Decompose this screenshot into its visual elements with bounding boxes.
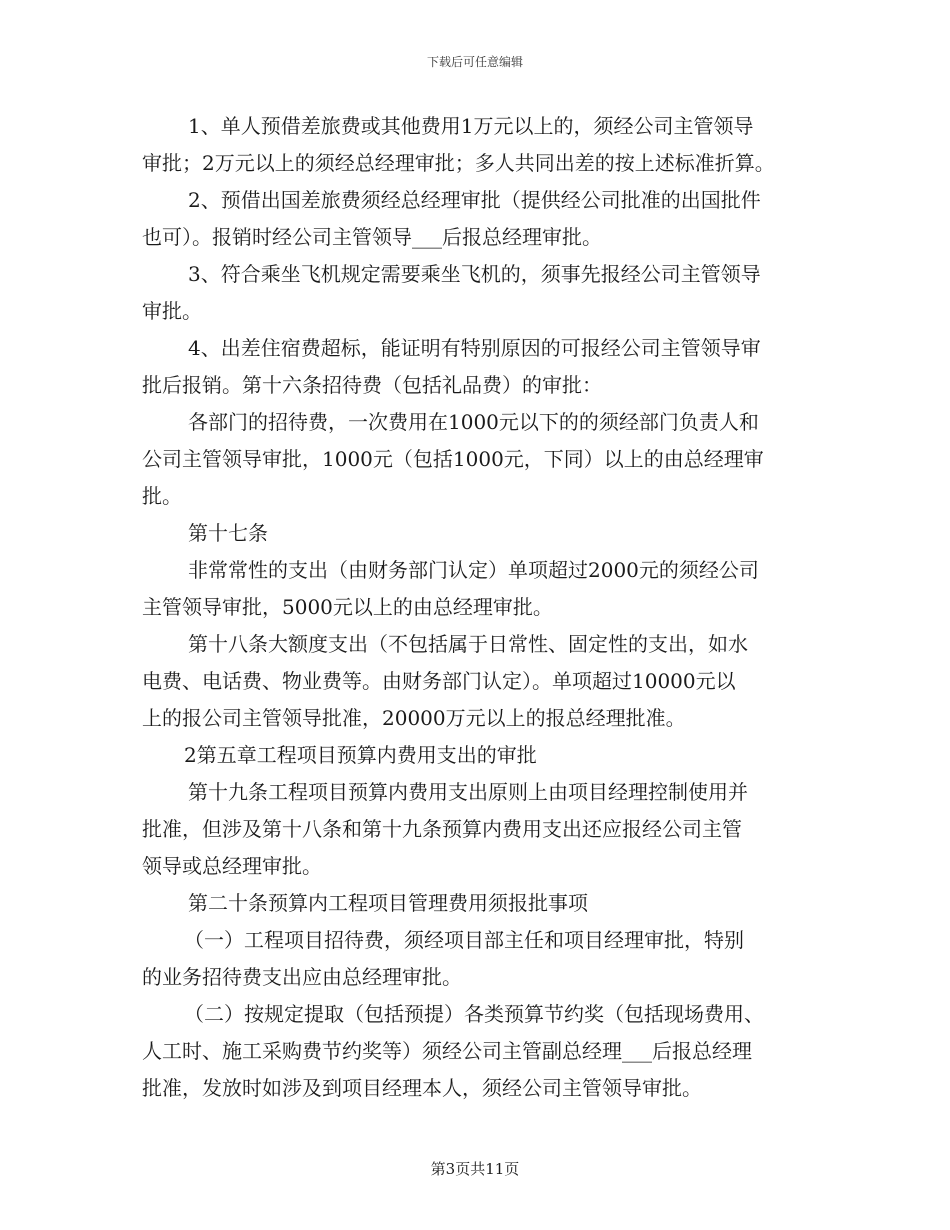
paragraph-line: 主管领导审批，5000元以上的由总经理审批。 — [142, 595, 553, 619]
paragraph-line: 也可）。报销时经公司主管领导___后报总经理审批。 — [142, 225, 602, 249]
document-body — [142, 108, 817, 1107]
section-heading: 第二十条预算内工程项目管理费用须报批事项 — [188, 891, 588, 915]
section-heading: 第十七条 — [188, 521, 268, 545]
paragraph-line: 批。 — [142, 484, 182, 508]
paragraph-line: 第十八条大额度支出（不包括属于日常性、固定性的支出，如水 — [188, 632, 748, 656]
paragraph-line: 3、符合乘坐飞机规定需要乘坐飞机的，须事先报经公司主管领导 — [188, 262, 761, 286]
paragraph-line: 1、单人预借差旅费或其他费用1万元以上的，须经公司主管领导 — [188, 114, 754, 138]
paragraph-line: 第十九条工程项目预算内费用支出原则上由项目经理控制使用并 — [188, 780, 748, 804]
page-header: 下载后可任意编辑 — [426, 55, 523, 69]
page-footer: 第3页共11页 — [430, 1160, 520, 1178]
paragraph-line: 人工时、施工采购费节约奖等）须经公司主管副总经理___后报总经理 — [142, 1039, 752, 1063]
paragraph-line: 各部门的招待费，一次费用在1000元以下的的须经部门负责人和 — [188, 410, 759, 434]
paragraph-line: （二）按规定提取（包括预提）各类预算节约奖（包括现场费用、 — [184, 1002, 764, 1026]
paragraph-line: 审批；2万元以上的须经总经理审批；多人共同出差的按上述标准折算。 — [142, 151, 775, 175]
paragraph-line: （一）工程项目招待费，须经项目部主任和项目经理审批，特别 — [184, 928, 744, 952]
paragraph-line: 4、出差住宿费超标，能证明有特别原因的可报经公司主管领导审 — [188, 336, 761, 360]
paragraph-line: 批后报销。第十六条招待费（包括礼品费）的审批： — [142, 373, 602, 397]
paragraph-line: 批准，发放时如涉及到项目经理本人，须经公司主管领导审批。 — [142, 1076, 702, 1100]
paragraph-line: 的业务招待费支出应由总经理审批。 — [142, 965, 462, 989]
paragraph-line: 上的报公司主管领导批准，20000万元以上的报总经理批准。 — [142, 706, 686, 730]
paragraph-line: 2、预借出国差旅费须经总经理审批（提供经公司批准的出国批件 — [188, 188, 761, 212]
paragraph-line: 批准，但涉及第十八条和第十九条预算内费用支出还应报经公司主管 — [142, 817, 742, 841]
paragraph-line: 审批。 — [142, 299, 202, 323]
paragraph-line: 非常常性的支出（由财务部门认定）单项超过2000元的须经公司 — [188, 558, 759, 582]
chapter-heading: 2第五章工程项目预算内费用支出的审批 — [184, 743, 537, 767]
paragraph-line: 电费、电话费、物业费等。由财务部门认定）。单项超过10000元以 — [142, 669, 736, 693]
paragraph-line: 公司主管领导审批，1000元（包括1000元，下同）以上的由总经理审 — [142, 447, 764, 471]
paragraph-line: 领导或总经理审批。 — [142, 854, 322, 878]
